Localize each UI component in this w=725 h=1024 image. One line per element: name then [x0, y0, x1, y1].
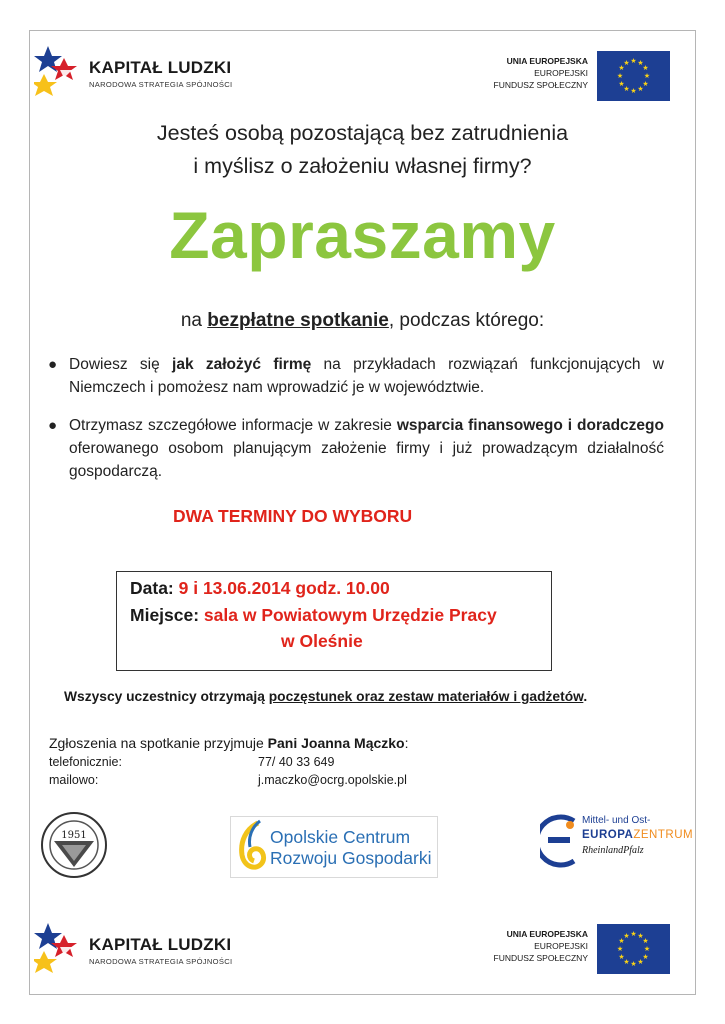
bullet-2-text-a: Otrzymasz szczegółowe informacje w zakresie: [69, 417, 397, 434]
event-details-box: [116, 571, 552, 671]
bullet-1-text-a: Dowiesz się: [69, 356, 173, 373]
eu-fund-logo-footer: [490, 924, 680, 984]
ocrg-emblem-icon: [234, 819, 270, 875]
bullet-dot-icon: ●: [48, 356, 58, 373]
bullet-2-bold: wsparcia finansowego i doradczego: [396, 417, 664, 434]
gifts-before: Wszyscy uczestnicy otrzymają: [64, 689, 269, 704]
eu-line-3: FUNDUSZ SPOŁECZNY: [493, 80, 588, 90]
svg-text:★: ★: [623, 59, 630, 67]
ocrg-text: [270, 827, 431, 869]
kapital-ludzki-title: KAPITAŁ LUDZKI: [89, 58, 232, 77]
kapital-ludzki-logo: [34, 44, 254, 114]
ocrg-line-2: Rozwoju Gospodarki: [270, 848, 432, 868]
mo-line-2a: EUROPA: [582, 829, 634, 841]
eu-fund-logo: [490, 51, 680, 111]
svg-text:★: ★: [637, 932, 644, 940]
eu-line-2: EUROPEJSKI: [534, 68, 588, 78]
mittel-ost-europazentrum-logo: [540, 811, 700, 871]
eu-fund-text-footer: [494, 928, 588, 964]
svg-text:★: ★: [623, 85, 630, 93]
svg-text:★: ★: [618, 937, 625, 945]
contact-person: Pani Joanna Mączko: [267, 735, 405, 751]
school-seal-logo: [40, 811, 108, 879]
bullet-item-2: [48, 414, 664, 483]
svg-text:★: ★: [618, 953, 625, 961]
mail-value: j.maczko@ocrg.opolskie.pl: [258, 773, 407, 787]
phone-label: telefonicznie:: [49, 755, 122, 769]
contact-intro: [49, 735, 409, 751]
kapital-ludzki-subtitle-footer: NARODOWA STRATEGIA SPÓJNOŚCI: [89, 957, 233, 966]
svg-text:★: ★: [643, 945, 651, 953]
question-line-1: Jesteś osobą pozostającą bez zatrudnienia: [156, 121, 569, 145]
mail-label: mailowo:: [49, 773, 99, 787]
bullet-text-2: [69, 414, 664, 483]
place-row-2: [281, 631, 363, 652]
svg-text:★: ★: [618, 64, 625, 72]
date-row: [130, 578, 390, 599]
place-value-2: w Oleśnie: [281, 631, 363, 651]
eu-line-2-footer: EUROPEJSKI: [534, 941, 588, 951]
terms-heading: DWA TERMINY DO WYBORU: [173, 506, 413, 526]
gifts-underlined: poczęstunek oraz zestaw materiałów i gadżetów: [268, 689, 584, 704]
intro-before: na: [180, 310, 208, 331]
kapital-ludzki-subtitle: NARODOWA STRATEGIA SPÓJNOŚCI: [89, 80, 233, 89]
svg-text:★: ★: [616, 72, 624, 80]
mo-line-2b: ZENTRUM: [633, 829, 694, 841]
svg-text:★: ★: [643, 72, 651, 80]
place-label: Miejsce:: [130, 605, 200, 625]
mo-line-1: Mittel- und Ost-: [582, 815, 651, 826]
gifts-after: .: [583, 689, 588, 704]
question-line-2: i myślisz o założeniu własnej firmy?: [193, 154, 532, 178]
kapital-ludzki-title-footer: KAPITAŁ LUDZKI: [89, 935, 232, 954]
date-label: Data:: [130, 578, 174, 598]
intro-after: , podczas którego:: [388, 310, 545, 331]
eu-line-1: UNIA EUROPEJSKA: [506, 56, 588, 66]
bullet-dot-icon: ●: [48, 417, 58, 434]
intro-emphasis: bezpłatne spotkanie: [207, 310, 389, 331]
eu-line-1-footer: UNIA EUROPEJSKA: [506, 929, 588, 939]
svg-text:★: ★: [642, 80, 649, 88]
svg-text:★: ★: [616, 945, 624, 953]
svg-text:★: ★: [637, 958, 644, 966]
kapital-ludzki-emblem-icon: [34, 44, 86, 100]
svg-text:★: ★: [642, 64, 649, 72]
bullet-1-text-b: na przykładach rozwiązań funkcjonujących w Niemczech i pomożesz nam wprowadzić je w województwie.: [69, 356, 665, 396]
kapital-ludzki-logo-footer: [34, 921, 254, 991]
mo-line-3: RheinlandPfalz: [582, 845, 644, 856]
svg-text:★: ★: [630, 57, 637, 65]
phone-value: 77/ 40 33 649: [258, 755, 335, 769]
mo-line-2: [582, 829, 693, 841]
seal-year: 1951: [61, 830, 87, 841]
svg-text:★: ★: [630, 930, 637, 938]
bullet-item-1: [48, 353, 664, 399]
intro-line: [0, 310, 725, 332]
europazentrum-emblem-icon: [540, 813, 580, 869]
eu-line-3-footer: FUNDUSZ SPOŁECZNY: [493, 953, 588, 963]
bullet-1-bold: jak założyć firmę: [172, 356, 312, 373]
svg-text:★: ★: [623, 958, 630, 966]
place-row: [130, 605, 497, 626]
svg-text:★: ★: [642, 953, 649, 961]
svg-text:★: ★: [637, 59, 644, 67]
eu-flag-icon: [597, 924, 670, 974]
bullet-2-text-b: oferowanego osobom planującym założenie firmy i już prowadzącym działalność gospodarczą.: [69, 440, 664, 480]
svg-text:★: ★: [642, 937, 649, 945]
svg-text:★: ★: [618, 80, 625, 88]
ocrg-line-1: Opolskie Centrum: [270, 827, 411, 847]
eu-fund-text: [494, 55, 588, 91]
eu-flag-icon: [597, 51, 670, 101]
seal-icon: [40, 811, 108, 879]
bullet-text-1: [69, 353, 664, 399]
place-value-1: sala w Powiatowym Urzędzie Pracy: [199, 605, 497, 625]
date-value: 9 i 13.06.2014 godz. 10.00: [173, 578, 390, 598]
kapital-ludzki-emblem-icon: [34, 921, 86, 977]
headline: Zapraszamy: [169, 198, 556, 272]
contact-colon: :: [404, 735, 409, 751]
gifts-note: [64, 689, 587, 704]
contact-intro-text: Zgłoszenia na spotkanie przyjmuje: [49, 735, 268, 751]
svg-text:★: ★: [623, 932, 630, 940]
svg-text:★: ★: [630, 87, 637, 95]
svg-text:★: ★: [637, 85, 644, 93]
svg-text:★: ★: [630, 960, 637, 968]
